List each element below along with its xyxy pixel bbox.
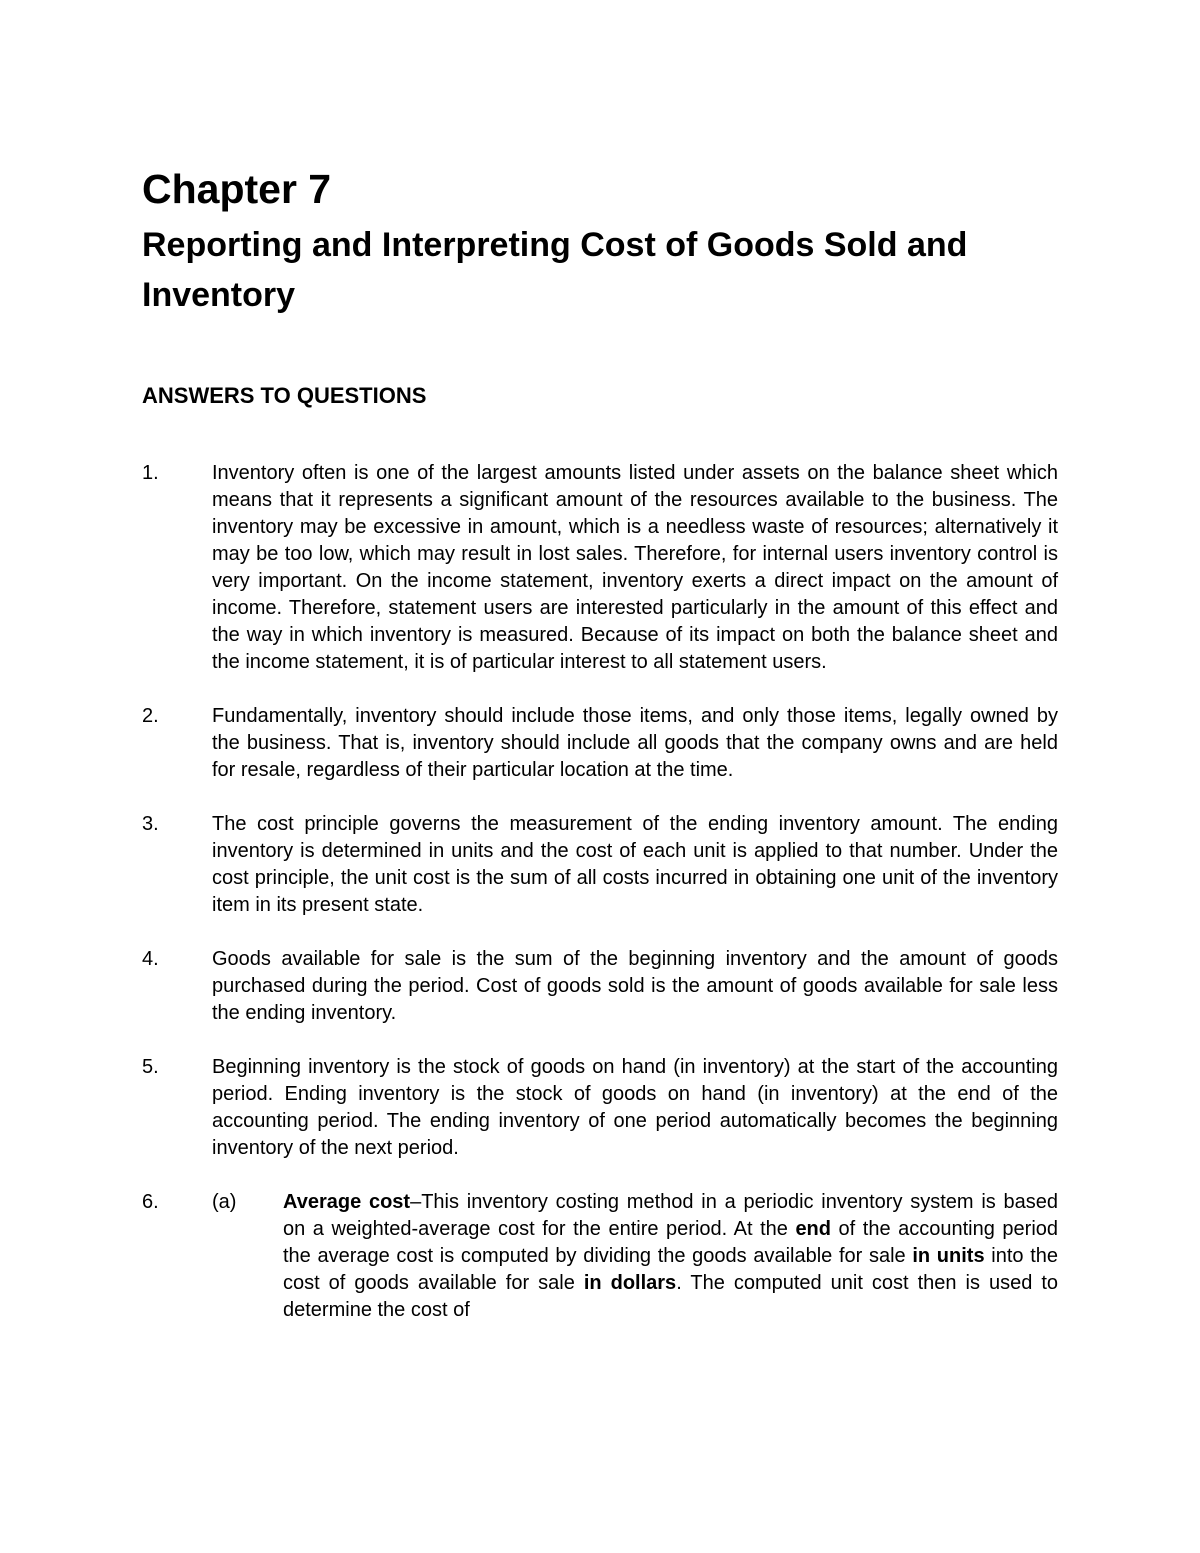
answer-item-6 (142, 1189, 1058, 1324)
answer-number: 6. (142, 1191, 159, 1213)
answers-list (142, 460, 1058, 1351)
subitem-label: (a) (212, 1191, 237, 1213)
chapter-title: Chapter 7 (142, 166, 332, 212)
answer-item-1 (142, 460, 1058, 676)
answer-number: 4. (142, 948, 159, 970)
term-average-cost: Average cost (283, 1191, 411, 1213)
answer-text: Goods available for sale is the sum of the beginning inventory and the amount of goods purchased during the period. Cost of goods sold is the amount of goods available for sale less the ending inventory. (212, 948, 1058, 1024)
text-segment: . The computed unit cost then is used to determine the cost of (283, 1272, 1059, 1321)
answer-text: Inventory often is one of the largest amounts listed under assets on the balance sheet which means that it represents a significant amount of the resources available to the business. The inventory may be excessive in amount, which is a needless waste of resources; alternatively it may be too low, which may result in lost sales. Therefore, for internal users inventory control is very important. On the income statement, inventory exerts a direct impact on the amount of income. Therefore, statement users are interested particularly in the amount of this effect and the way in which inventory is measured. Because of its impact on both the balance sheet and the income statement, it is of particular interest to all statement users. (212, 462, 1058, 673)
answer-number: 2. (142, 705, 159, 727)
answer-item-2 (142, 703, 1058, 784)
answer-text: The cost principle governs the measurement of the ending inventory amount. The ending inventory is determined in units and the cost of each unit is applied to that number. Under the cost principle, the unit cost is the sum of all costs incurred in obtaining one unit of the inventory item in its present state. (212, 813, 1058, 916)
answer-number: 3. (142, 813, 159, 835)
text-segment: –This inventory costing method in a periodic inventory system is based on a weighted-average cost for the entire period. At the (283, 1191, 1059, 1240)
answer-text: Beginning inventory is the stock of goods on hand (in inventory) at the start of the accounting period. Ending inventory is the stock of goods on hand (in inventory) at the end of the accounting period. The ending inventory of one period automatically becomes the beginning inventory of the next period. (212, 1056, 1058, 1159)
emphasis-in-dollars: in dollars (583, 1272, 677, 1294)
text-segment: into the cost of goods available for sale (283, 1245, 1058, 1294)
chapter-subtitle: Reporting and Interpreting Cost of Goods Sold and Inventory (142, 226, 968, 314)
answer-item-3 (142, 811, 1058, 919)
section-heading: ANSWERS TO QUESTIONS (142, 383, 427, 408)
answer-text: Fundamentally, inventory should include those items, and only those items, legally owned by the business. That is, inventory should include all goods that the company owns and are held for resale, regardless of their particular location at the time. (212, 705, 1058, 781)
answer-item-5 (142, 1054, 1058, 1162)
answer-text (283, 1189, 1058, 1324)
emphasis-in-units: in units (912, 1245, 985, 1267)
emphasis-end: end (795, 1218, 831, 1240)
answer-number: 1. (142, 462, 159, 484)
answer-subitem-a (212, 1189, 1058, 1324)
answer-item-4 (142, 946, 1058, 1027)
text-segment: of the accounting period the average cost is computed by dividing the goods available for sale (283, 1218, 1059, 1267)
answer-number: 5. (142, 1056, 159, 1078)
